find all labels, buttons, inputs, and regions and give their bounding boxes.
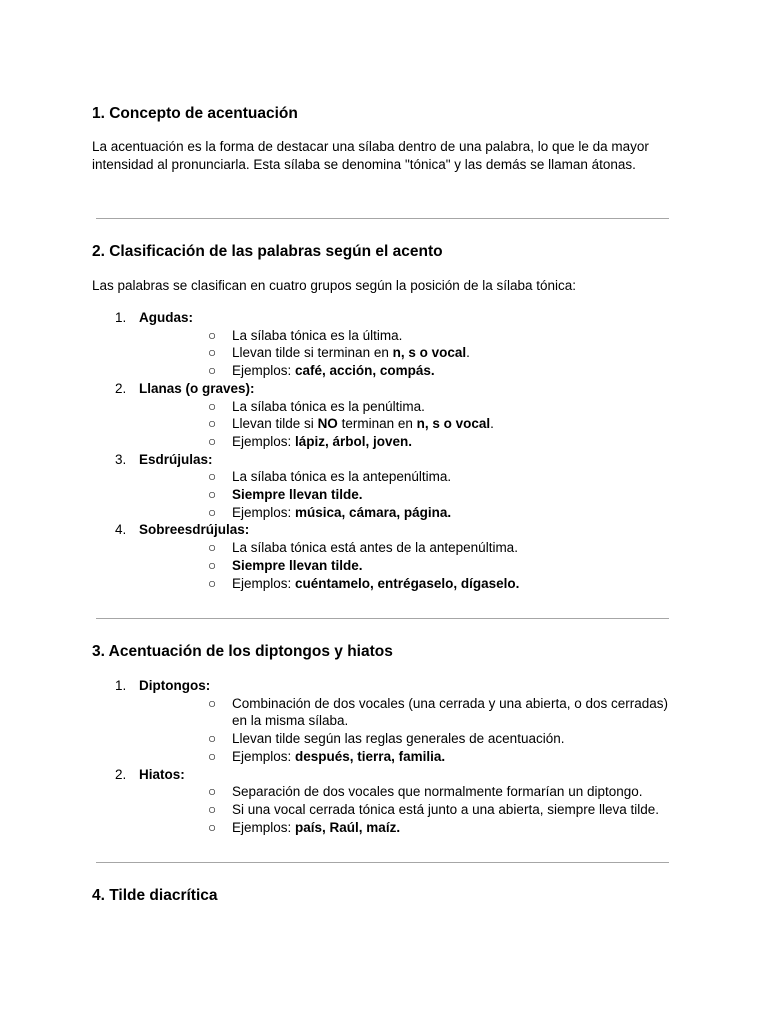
list-item-title: Agudas: xyxy=(139,310,193,325)
sub-list-item xyxy=(139,783,692,801)
sub-list-item xyxy=(139,468,692,486)
point-bold-text: lápiz, árbol, joven. xyxy=(295,433,413,449)
point-text: Combinación de dos vocales (una cerrada y una abierta, o dos cerradas) en la misma sílaba. xyxy=(232,695,668,729)
point-text: Ejemplos: xyxy=(232,433,296,449)
bullet-icon: ○ xyxy=(208,784,217,800)
sub-list-item xyxy=(139,433,692,451)
sub-list-item xyxy=(139,362,692,380)
sub-list xyxy=(139,539,692,592)
point-text: La sílaba tónica es la última. xyxy=(232,327,403,343)
point-text: Llevan tilde según las reglas generales de acentuación. xyxy=(232,731,565,747)
bullet-icon: ○ xyxy=(208,801,217,817)
sub-list-item xyxy=(139,539,692,557)
bullet-icon: ○ xyxy=(208,433,217,449)
sub-list-item xyxy=(139,327,692,345)
sub-list-item xyxy=(139,695,692,730)
point-bold-text: n, s o vocal xyxy=(416,416,491,432)
point-bold-text: NO xyxy=(317,416,338,432)
point-text: Llevan tilde si terminan en xyxy=(232,345,393,361)
list-item xyxy=(92,677,692,766)
list-item-number: 1. xyxy=(115,310,127,325)
point-text: La sílaba tónica es la penúltima. xyxy=(232,398,425,414)
sub-list xyxy=(139,468,692,521)
diphthong-hiatus-list xyxy=(92,677,692,836)
section-intro-clasificacion: Las palabras se clasifican en cuatro grupos según la posición de la sílaba tónica: xyxy=(92,278,577,293)
section-divider xyxy=(96,618,669,619)
sub-list-item xyxy=(139,819,692,837)
sub-list xyxy=(139,783,692,836)
bullet-icon: ○ xyxy=(208,819,217,835)
section-divider xyxy=(96,218,669,219)
section-heading-diptongos-hiatos: 3. Acentuación de los diptongos y hiatos xyxy=(92,643,393,660)
list-item-title: Esdrújulas: xyxy=(139,451,213,467)
bullet-icon: ○ xyxy=(208,748,217,764)
sub-list xyxy=(139,398,692,451)
section-intro-concepto: La acentuación es la forma de destacar una sílaba dentro de una palabra, lo que le da mayor intensidad al pronunciarla. Esta sílaba se denomina "tónica" y las demás se llaman átonas. xyxy=(92,139,649,172)
point-bold-text: después, tierra, familia. xyxy=(295,748,446,764)
point-text: Llevan tilde si xyxy=(232,416,318,432)
list-item xyxy=(92,380,692,451)
bullet-icon: ○ xyxy=(208,363,217,379)
point-text: Ejemplos: xyxy=(232,363,296,379)
sub-list-item xyxy=(139,575,692,593)
sub-list-item xyxy=(139,504,692,522)
bullet-icon: ○ xyxy=(208,398,217,414)
bullet-icon: ○ xyxy=(208,327,217,343)
point-text: Ejemplos: xyxy=(232,575,296,591)
list-item-title: Diptongos: xyxy=(139,678,211,693)
bullet-icon: ○ xyxy=(208,557,217,573)
point-text: La sílaba tónica es la antepenúltima. xyxy=(232,469,452,485)
sub-list-item xyxy=(139,730,692,748)
list-item-title: Sobreesdrújulas: xyxy=(139,522,250,538)
point-bold-text: café, acción, compás. xyxy=(295,363,435,379)
sub-list xyxy=(139,695,692,766)
sub-list-item xyxy=(139,415,692,433)
sub-list-item xyxy=(139,748,692,766)
point-bold-text: Siempre llevan tilde. xyxy=(232,557,363,573)
list-item-title: Llanas (o graves): xyxy=(139,380,255,396)
point-text: Separación de dos vocales que normalmente formarían un diptongo. xyxy=(232,784,643,800)
bullet-icon: ○ xyxy=(208,504,217,520)
sub-list-item xyxy=(139,398,692,416)
sub-list-item xyxy=(139,486,692,504)
section-heading-concepto: 1. Concepto de acentuación xyxy=(92,105,298,122)
list-item-number: 2. xyxy=(115,380,127,396)
list-item-number: 4. xyxy=(115,522,127,538)
list-item xyxy=(92,309,692,380)
bullet-icon: ○ xyxy=(208,540,217,556)
bullet-icon: ○ xyxy=(208,345,217,361)
list-item xyxy=(92,766,692,837)
point-text: Si una vocal cerrada tónica está junto a una abierta, siempre lleva tilde. xyxy=(232,801,659,817)
bullet-icon: ○ xyxy=(208,695,217,711)
list-item-number: 2. xyxy=(115,766,127,782)
bullet-icon: ○ xyxy=(208,731,217,747)
list-item xyxy=(92,521,692,592)
section-divider xyxy=(96,862,669,863)
sub-list xyxy=(139,327,692,380)
point-text: Ejemplos: xyxy=(232,504,296,520)
bullet-icon: ○ xyxy=(208,487,217,503)
sub-list-item xyxy=(139,557,692,575)
point-bold-text: n, s o vocal xyxy=(392,345,467,361)
point-text: . xyxy=(490,416,494,432)
point-text: La sílaba tónica está antes de la antepenúltima. xyxy=(232,540,518,556)
bullet-icon: ○ xyxy=(208,575,217,591)
bullet-icon: ○ xyxy=(208,416,217,432)
point-text: Ejemplos: xyxy=(232,748,296,764)
sub-list-item xyxy=(139,344,692,362)
classification-list xyxy=(92,309,692,592)
point-text: . xyxy=(466,345,470,361)
list-item-number: 3. xyxy=(115,451,127,467)
list-item-title: Hiatos: xyxy=(139,766,185,782)
sub-list-item xyxy=(139,801,692,819)
point-text: Ejemplos: xyxy=(232,819,296,835)
point-bold-text: país, Raúl, maíz. xyxy=(295,819,401,835)
bullet-icon: ○ xyxy=(208,469,217,485)
point-bold-text: Siempre llevan tilde. xyxy=(232,487,363,503)
list-item xyxy=(92,451,692,522)
section-heading-tilde-diacritica: 4. Tilde diacrítica xyxy=(92,887,218,904)
point-bold-text: cuéntamelo, entrégaselo, dígaselo. xyxy=(295,575,520,591)
point-bold-text: música, cámara, página. xyxy=(295,504,452,520)
point-text: terminan en xyxy=(337,416,417,432)
section-heading-clasificacion: 2. Clasificación de las palabras según el acento xyxy=(92,243,443,260)
list-item-number: 1. xyxy=(115,678,127,693)
